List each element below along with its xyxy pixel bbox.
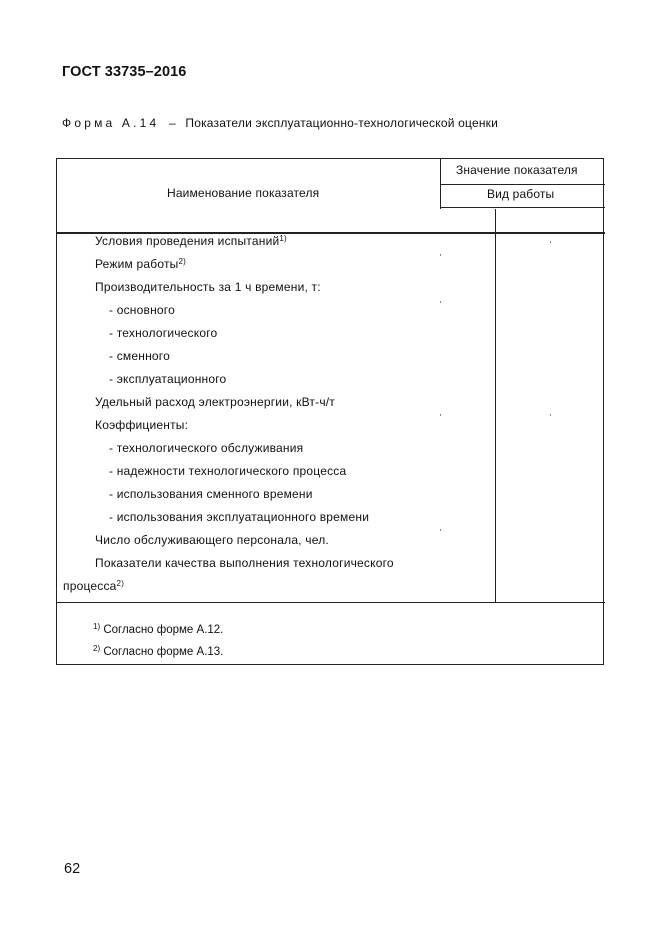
form-caption xyxy=(62,116,498,130)
row-work-mode: Режим работы$^{2)}$ xyxy=(95,257,186,271)
row-quality-indicators: Показатели качества выполнения технологического xyxy=(95,556,394,570)
form-dash: – xyxy=(168,116,176,130)
scan-mark xyxy=(550,414,551,416)
row-shift: - сменного xyxy=(109,349,170,363)
col-value-header: Значение показателя xyxy=(456,163,578,177)
scan-mark xyxy=(440,301,441,303)
document-header: ГОСТ 33735–2016 xyxy=(62,64,187,80)
row-productivity: Производительность за 1 ч времени, т: xyxy=(95,280,321,294)
row-process-reliability: - надежности технологического процесса xyxy=(109,464,347,478)
row-tech-service: - технологического обслуживания xyxy=(109,441,304,455)
row-test-conditions: Условия проведения испытаний$^{1)}$ xyxy=(95,234,287,248)
row-coefficients: Коэффициенты: xyxy=(95,418,189,432)
row-technological: - технологического xyxy=(109,326,218,340)
header-hline-2 xyxy=(440,207,605,208)
footnote-2: $^{2)}$ Согласно форме А.13. xyxy=(93,644,224,658)
row-operational: - эксплуатационного xyxy=(109,372,227,386)
row-staff-count: Число обслуживающего персонала, чел. xyxy=(95,533,329,547)
scan-mark xyxy=(440,414,441,416)
row-operational-time-usage: - использования эксплуатационного времени xyxy=(109,510,370,524)
scan-mark xyxy=(440,529,441,531)
body-bottom-line xyxy=(57,602,605,603)
row-shift-time-usage: - использования сменного времени xyxy=(109,487,313,501)
body-vline-1 xyxy=(495,209,496,602)
form-label: Форма А.14 xyxy=(62,116,160,130)
page-number: 62 xyxy=(64,861,81,877)
row-main: - основного xyxy=(109,303,175,317)
col-name-header: Наименование показателя xyxy=(167,186,320,200)
scan-mark xyxy=(440,254,441,256)
header-hline-1 xyxy=(440,184,605,185)
scan-mark xyxy=(550,241,551,243)
footnote-1: $^{1)}$ Согласно форме А.12. xyxy=(93,622,224,636)
row-energy-consumption: Удельный расход электроэнергии, кВт-ч/т xyxy=(95,395,336,409)
form-title: Показатели эксплуатационно-технологической оценки xyxy=(185,116,499,130)
col-worktype-header: Вид работы xyxy=(487,187,555,201)
row-quality-indicators-cont: процесса$^{2)}$ xyxy=(63,579,125,593)
indicators-table xyxy=(56,158,604,665)
